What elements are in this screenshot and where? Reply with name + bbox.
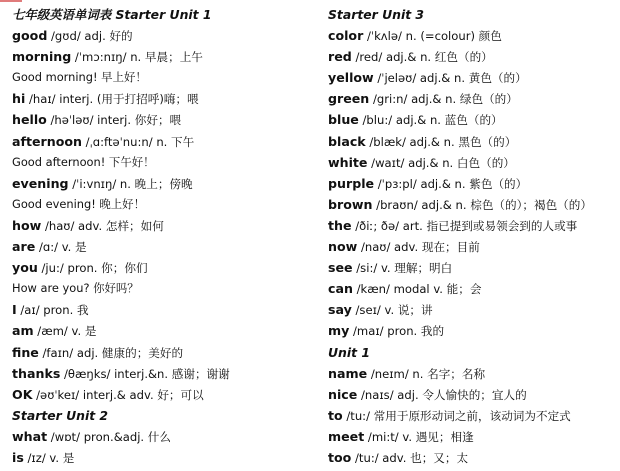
vocabulary-entry — [12, 109, 317, 130]
example-phrase-text: Good evening! 晚上好！ — [12, 196, 145, 211]
vocabulary-entry — [328, 46, 618, 67]
vocabulary-entry — [12, 88, 317, 109]
headword: nice — [328, 386, 358, 402]
example-phrase — [12, 278, 317, 299]
example-phrase-text: How are you? 你好吗？ — [12, 281, 139, 296]
headword: yellow — [328, 70, 374, 86]
headword: now — [328, 239, 358, 255]
definition: /haʊ/ adv. 怎样；如何 — [41, 218, 164, 233]
definition: /ˌɑ:ftəˈnu:n/ n. 下午 — [82, 134, 195, 149]
vocabulary-entry — [328, 278, 618, 299]
vocabulary-entry — [328, 405, 618, 426]
definition: /ɪz/ v. 是 — [23, 450, 75, 465]
definition: /waɪt/ adj.& n. 白色（的） — [367, 155, 515, 170]
definition: /aɪ/ pron. 我 — [16, 303, 89, 318]
vocabulary-entry — [12, 215, 317, 236]
definition: /tu:/ adv. 也；又；太 — [351, 450, 469, 465]
vocabulary-entry — [12, 363, 317, 384]
vocabulary-entry — [328, 131, 618, 152]
vocabulary-entry — [12, 342, 317, 363]
definition: /mi:t/ v. 遇见；相逢 — [364, 429, 474, 444]
headword: morning — [12, 49, 72, 65]
vocabulary-entry — [328, 25, 618, 46]
headword: say — [328, 302, 352, 318]
headword: see — [328, 260, 353, 276]
definition: /ðiː; ðə/ art. 指已提到或易领会到的人或事 — [351, 218, 578, 233]
example-phrase — [12, 152, 317, 173]
section-heading-text: Starter Unit 3 — [328, 7, 425, 22]
headword: white — [328, 154, 368, 170]
vocabulary-entry — [328, 299, 618, 320]
headword: OK — [12, 386, 33, 402]
definition: /blu:/ adj.& n. 蓝色（的） — [358, 113, 503, 128]
definition: /wɒt/ pron.&adj. 什么 — [47, 429, 171, 444]
definition: /kæn/ modal v. 能；会 — [352, 282, 482, 297]
vocabulary-entry — [12, 173, 317, 194]
definition: /ɑ:/ v. 是 — [35, 240, 87, 255]
definition: /gʊd/ adj. 好的 — [47, 29, 133, 44]
headword: afternoon — [12, 133, 82, 149]
definition: /həˈləʊ/ interj. 你好；喂 — [46, 113, 182, 128]
definition: /ˈmɔ:nɪŋ/ n. 早晨；上午 — [71, 50, 203, 65]
headword: too — [328, 449, 352, 465]
section-heading — [12, 4, 317, 25]
headword: the — [328, 217, 352, 233]
example-phrase-text: Good morning! 早上好！ — [12, 70, 147, 85]
headword: black — [328, 133, 366, 149]
headword: can — [328, 281, 353, 297]
headword: brown — [328, 196, 373, 212]
headword: to — [328, 407, 343, 423]
headword: name — [328, 365, 368, 381]
vocabulary-entry — [328, 194, 618, 215]
vocabulary-entry — [328, 173, 618, 194]
definition: /red/ adj.& n. 红色（的） — [351, 50, 493, 65]
headword: green — [328, 91, 370, 107]
vocabulary-entry — [12, 25, 317, 46]
section-heading-text: 七年级英语单词表 Starter Unit 1 — [12, 7, 212, 22]
headword: red — [328, 49, 352, 65]
definition: /faɪn/ adj. 健康的；美好的 — [38, 345, 184, 360]
definition: /ˈkʌlə/ n. (=colour) 颜色 — [363, 29, 502, 44]
definition: /naʊ/ adv. 现在；目前 — [357, 240, 480, 255]
vocabulary-entry — [12, 320, 317, 341]
definition: /θæŋks/ interj.&n. 感谢；谢谢 — [60, 366, 230, 381]
right-vocabulary-column — [328, 0, 618, 468]
headword: I — [12, 302, 17, 318]
section-heading-text: Unit 1 — [328, 344, 370, 360]
vocabulary-entry — [328, 215, 618, 236]
vocabulary-entry — [12, 299, 317, 320]
section-heading — [328, 342, 618, 363]
headword: is — [12, 449, 24, 465]
left-vocabulary-column — [12, 0, 317, 468]
headword: you — [12, 260, 38, 276]
definition: /haɪ/ interj. (用于打招呼)嗨；喂 — [25, 92, 199, 107]
definition: /braʊn/ adj.& n. 棕色（的）；褐色（的） — [372, 197, 592, 212]
example-phrase — [12, 67, 317, 88]
vocabulary-entry — [328, 447, 618, 468]
headword: good — [12, 28, 48, 44]
vocabulary-entry — [328, 320, 618, 341]
vocabulary-entry — [328, 257, 618, 278]
headword: am — [12, 323, 34, 339]
definition: /æm/ v. 是 — [33, 324, 97, 339]
definition: /ˈjeləʊ/ adj.& n. 黄色（的） — [373, 71, 527, 86]
section-heading — [12, 405, 317, 426]
example-phrase — [12, 194, 317, 215]
section-heading — [328, 4, 618, 25]
headword: color — [328, 28, 364, 44]
headword: evening — [12, 175, 69, 191]
vocabulary-entry — [12, 236, 317, 257]
definition: /naɪs/ adj. 令人愉快的；宜人的 — [357, 387, 527, 402]
vocabulary-entry — [328, 384, 618, 405]
vocabulary-entry — [328, 236, 618, 257]
headword: fine — [12, 344, 39, 360]
definition: /əʊˈkeɪ/ interj.& adv. 好；可以 — [32, 387, 204, 402]
definition: /ˈpɜ:pl/ adj.& n. 紫色（的） — [374, 176, 528, 191]
definition: /si:/ v. 理解；明白 — [352, 261, 453, 276]
definition: /tu:/ 常用于原形动词之前，该动词为不定式 — [342, 408, 571, 423]
definition: /seɪ/ v. 说；讲 — [351, 303, 433, 318]
headword: meet — [328, 428, 365, 444]
headword: thanks — [12, 365, 61, 381]
headword: my — [328, 323, 350, 339]
headword: how — [12, 217, 42, 233]
vocabulary-entry — [12, 257, 317, 278]
vocabulary-entry — [328, 363, 618, 384]
vocabulary-entry — [12, 46, 317, 67]
definition: /blæk/ adj.& n. 黑色（的） — [365, 134, 517, 149]
section-heading-text: Starter Unit 2 — [12, 407, 109, 423]
vocabulary-entry — [328, 109, 618, 130]
vocabulary-entry — [328, 152, 618, 173]
definition: /ˈi:vnɪŋ/ n. 晚上；傍晚 — [68, 176, 193, 191]
vocabulary-entry — [12, 426, 317, 447]
vocabulary-entry — [12, 131, 317, 152]
vocabulary-entry — [12, 447, 317, 468]
vocabulary-entry — [328, 426, 618, 447]
definition: /gri:n/ adj.& n. 绿色（的） — [369, 92, 518, 107]
headword: what — [12, 428, 48, 444]
headword: hello — [12, 112, 47, 128]
headword: purple — [328, 175, 375, 191]
vocabulary-entry — [328, 88, 618, 109]
headword: hi — [12, 91, 26, 107]
example-phrase-text: Good afternoon! 下午好！ — [12, 154, 155, 169]
vocabulary-entry — [328, 67, 618, 88]
vocabulary-entry — [12, 384, 317, 405]
definition: /neɪm/ n. 名字；名称 — [367, 366, 486, 381]
headword: blue — [328, 112, 359, 128]
definition: /maɪ/ pron. 我的 — [349, 324, 445, 339]
headword: are — [12, 239, 36, 255]
definition: /ju:/ pron. 你；你们 — [37, 261, 148, 276]
